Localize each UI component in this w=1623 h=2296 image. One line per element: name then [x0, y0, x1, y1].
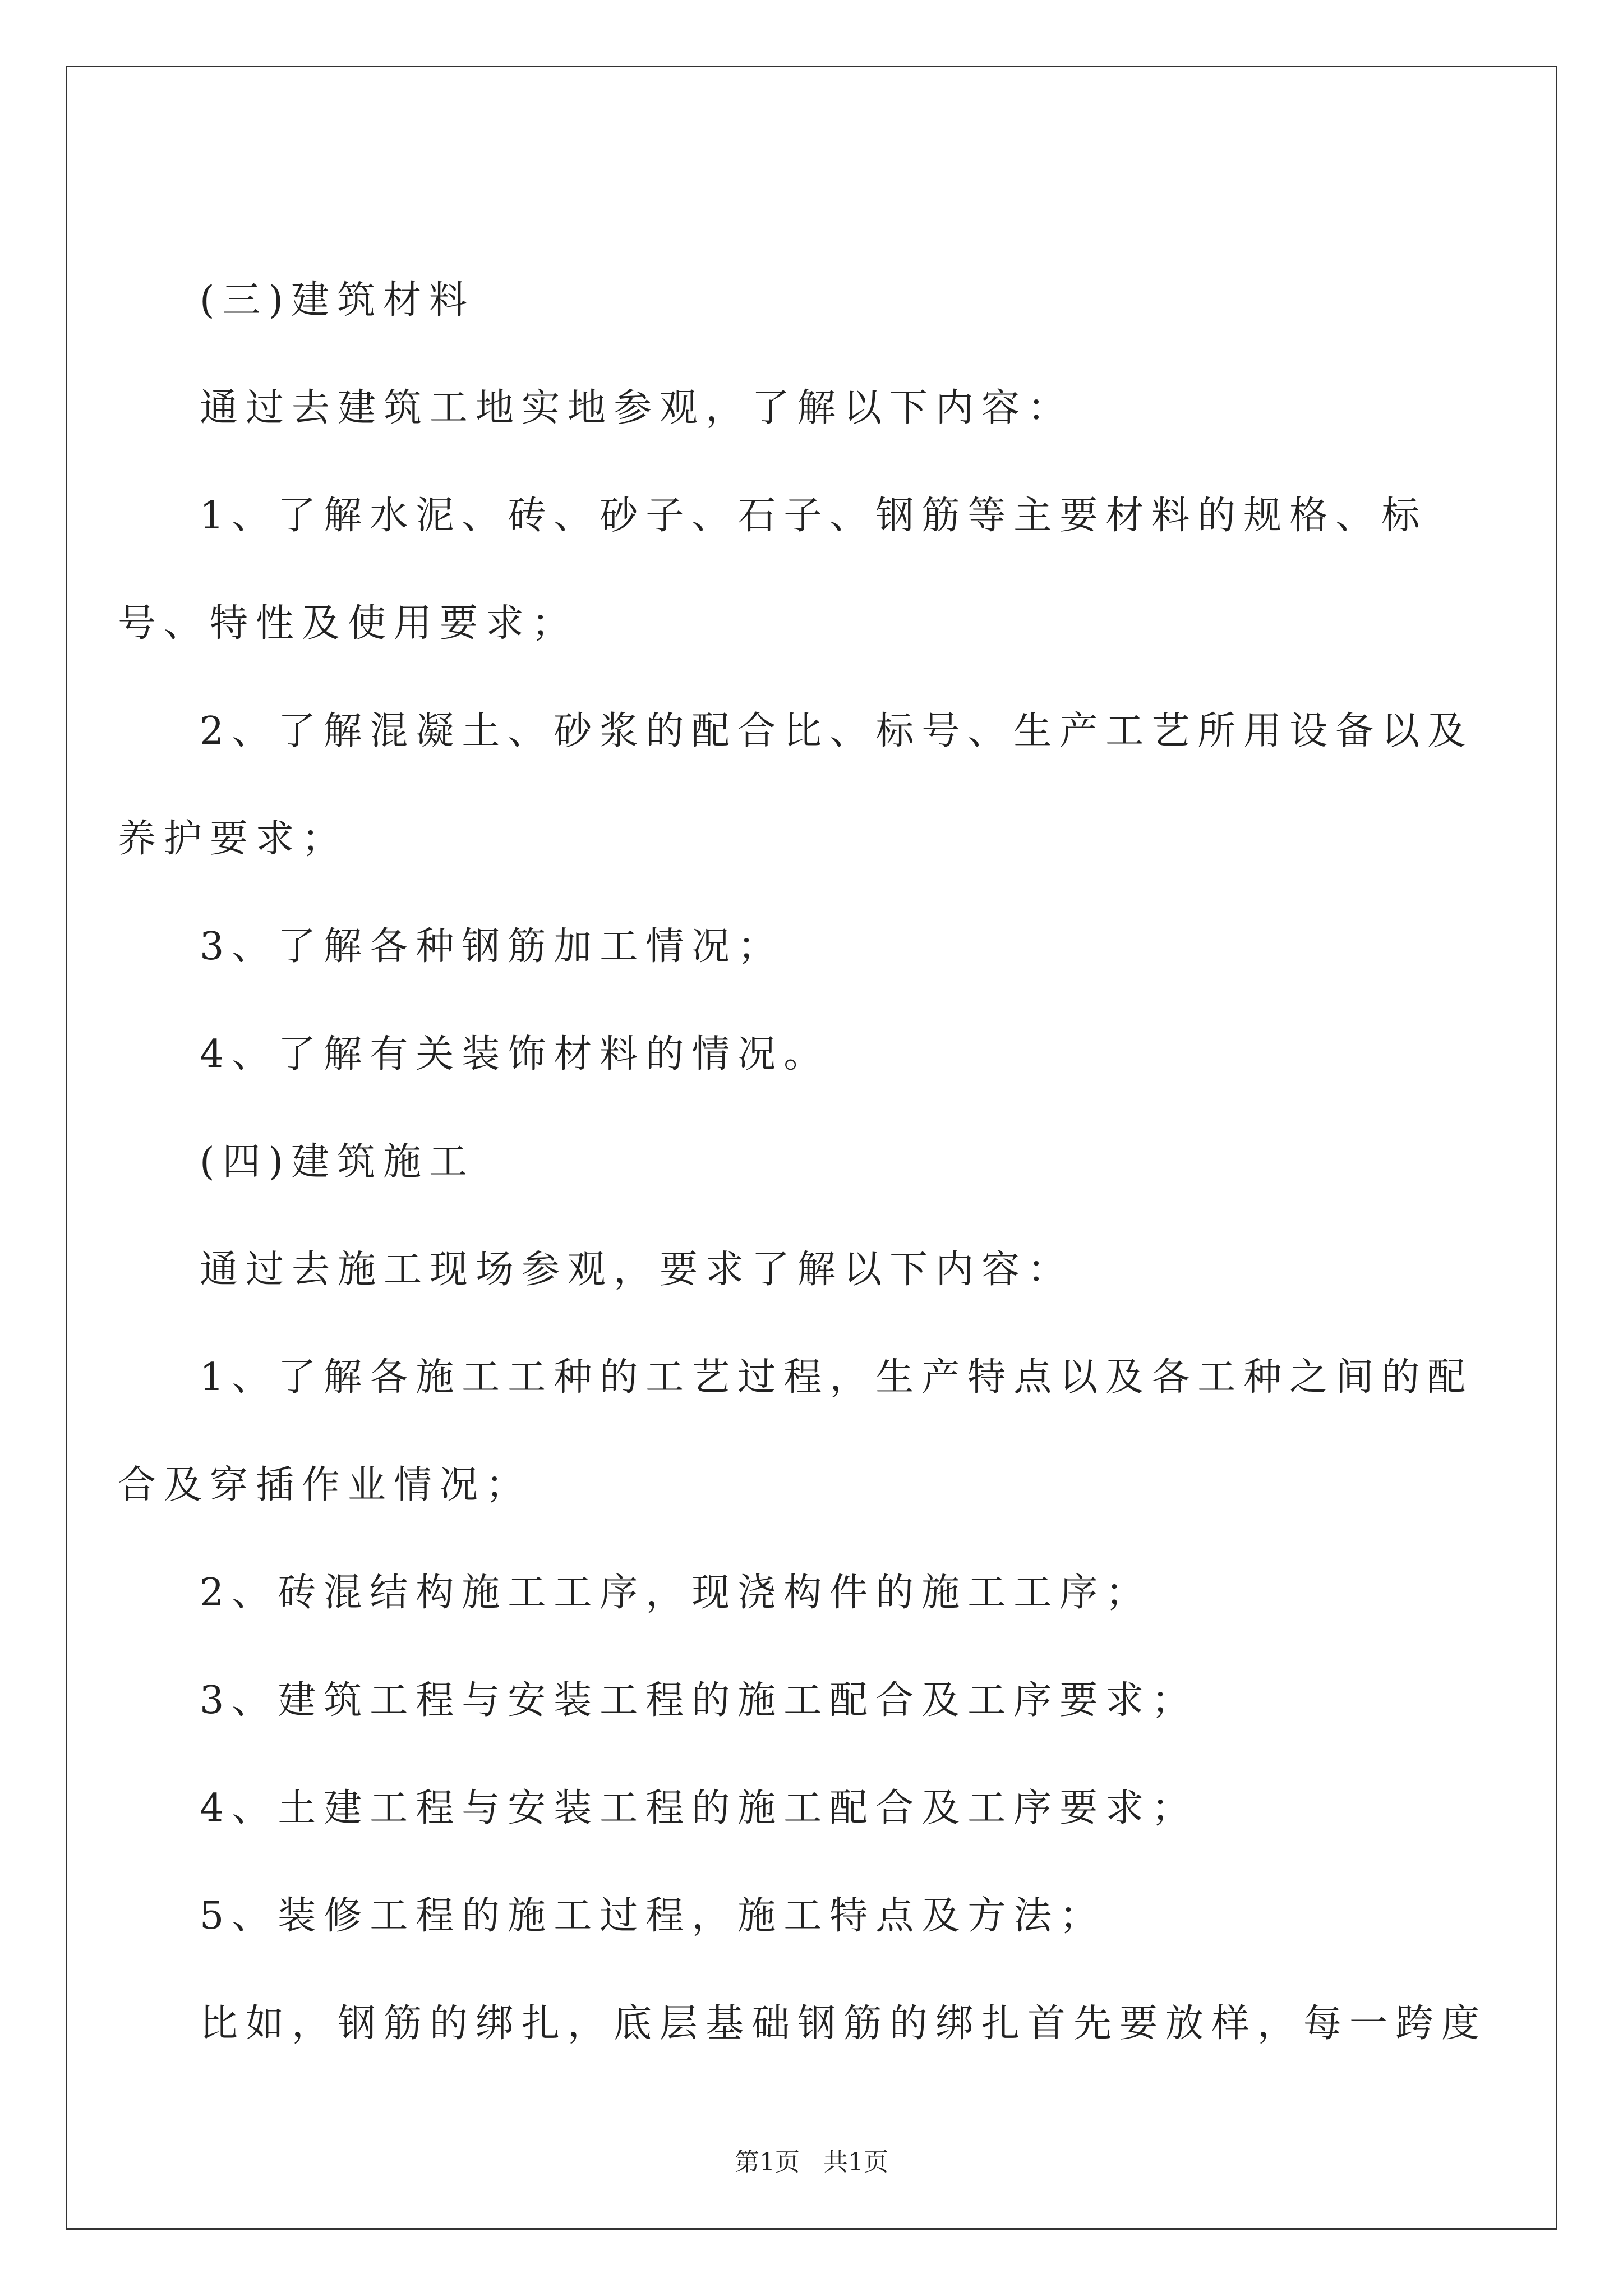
- section-heading-materials: (三)建筑材料: [200, 278, 476, 323]
- list-item: 4、土建工程与安装工程的施工配合及工序要求；: [200, 1786, 1198, 1830]
- list-item: 2、了解混凝土、砂浆的配合比、标号、生产工艺所用设备以及养护要求；: [118, 709, 1474, 861]
- paragraph: 通过去施工现场参观，要求了解以下内容：: [200, 1248, 1074, 1292]
- list-item: 3、了解各种钢筋加工情况；: [200, 924, 784, 969]
- document-body: [67, 67, 1556, 2228]
- list-item: 2、砖混结构施工工序，现浇构件的施工工序；: [200, 1571, 1152, 1615]
- list-item: 4、了解有关装饰材料的情况。: [200, 1032, 830, 1076]
- list-item: 1、了解各施工工种的工艺过程，生产特点以及各工种之间的配合及穿插作业情况；: [118, 1355, 1474, 1507]
- list-item: 1、了解水泥、砖、砂子、石子、钢筋等主要材料的规格、标号、特性及使用要求；: [118, 494, 1428, 646]
- list-item: 5、装修工程的施工过程，施工特点及方法；: [200, 1894, 1106, 1938]
- paragraph: 比如，钢筋的绑扎，底层基础钢筋的绑扎首先要放样，每一跨度: [200, 2001, 1488, 2046]
- page-number: 第1页 共1页: [735, 2148, 888, 2177]
- section-heading-construction: (四)建筑施工: [200, 1140, 476, 1184]
- paragraph: 通过去建筑工地实地参观，了解以下内容：: [200, 386, 1074, 430]
- page-frame: [66, 66, 1557, 2230]
- list-item: 3、建筑工程与安装工程的施工配合及工序要求；: [200, 1678, 1198, 1723]
